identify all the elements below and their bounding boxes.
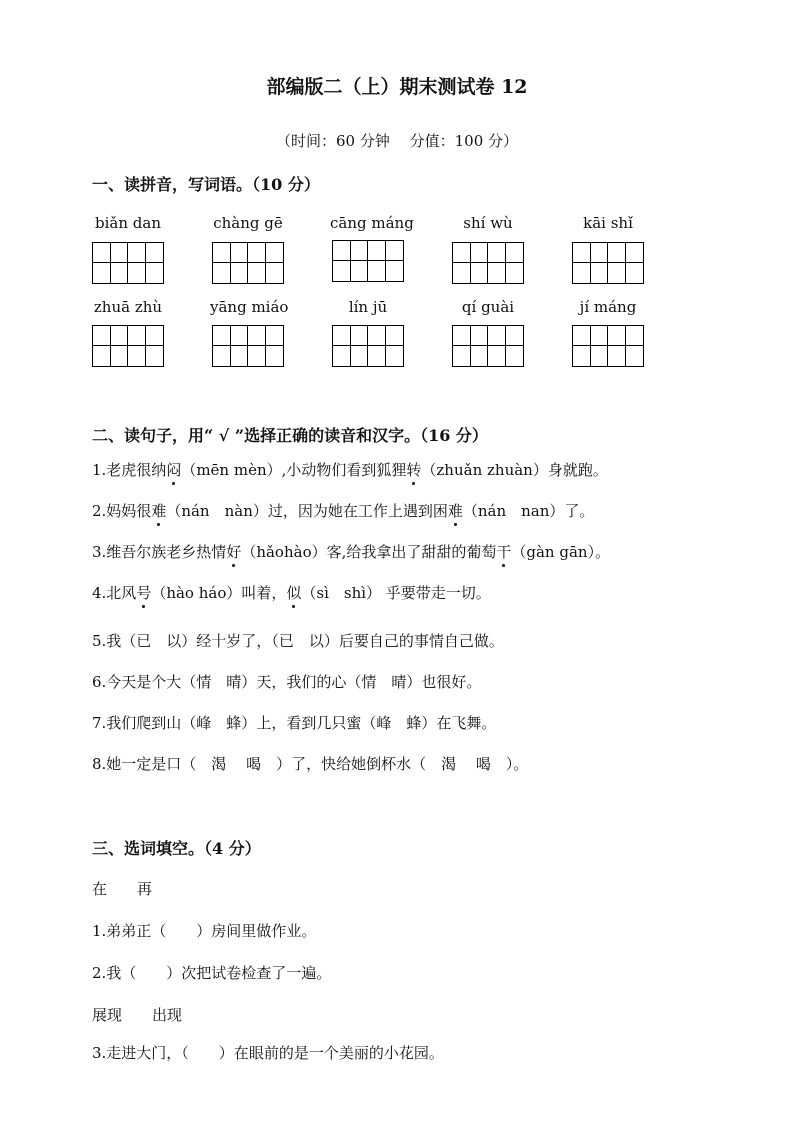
- writing-grid[interactable]: [212, 242, 284, 284]
- exam-info: （时间：60 分钟 分值：100 分）: [275, 132, 519, 150]
- pinyin-label: lín jū: [348, 298, 388, 316]
- writing-grid[interactable]: [452, 242, 524, 284]
- pinyin-label: kāi shǐ: [583, 214, 633, 232]
- pinyin-label: chàng gē: [213, 214, 283, 232]
- writing-grid[interactable]: [92, 242, 164, 284]
- pinyin-label: shí wù: [463, 214, 513, 232]
- question-line: 8.她一定是口（ 渴 喝 ）了，快给她倒杯水（ 渴 喝 ）。: [92, 755, 529, 773]
- pinyin-label: zhuā zhù: [93, 298, 163, 316]
- question-line: 2.妈妈很难（nán nàn）过，因为她在工作上遇到困难（nán nan）了。: [92, 502, 595, 520]
- writing-grid[interactable]: [332, 325, 404, 367]
- question-line: 2.我（ ）次把试卷检查了一遍。: [92, 964, 332, 982]
- writing-grid[interactable]: [572, 325, 644, 367]
- question-line: 1.老虎很纳闷（mēn mèn）,小动物们看到狐狸转（zhuǎn zhuàn）身就跑。: [92, 461, 608, 479]
- pinyin-label: qí guài: [461, 298, 515, 316]
- dotted-char: 难: [447, 502, 463, 520]
- dotted-char: 号: [136, 584, 152, 602]
- section-1-heading: 一、读拼音，写词语。（10 分）: [92, 175, 320, 194]
- question-line: 4.北风号（hào háo）叫着，似（sì shì） 乎要带走一切。: [92, 584, 491, 602]
- section-3-heading: 三、选词填空。（4 分）: [92, 839, 261, 858]
- writing-grid[interactable]: [572, 242, 644, 284]
- section-2-heading: 二、读句子，用“ √ ”选择正确的读音和汉字。（16 分）: [92, 426, 488, 445]
- question-line: 3.走进大门，（ ）在眼前的是一个美丽的小花园。: [92, 1044, 444, 1062]
- dotted-char: 难: [151, 502, 167, 520]
- dotted-char: 闷: [166, 461, 182, 479]
- writing-grid[interactable]: [92, 325, 164, 367]
- pinyin-label: cāng máng: [330, 214, 414, 232]
- question-line: 1.弟弟正（ ）房间里做作业。: [92, 922, 317, 940]
- writing-grid[interactable]: [452, 325, 524, 367]
- dotted-char: 好: [226, 543, 242, 561]
- pinyin-label: biǎn dan: [95, 214, 161, 232]
- question-line: 5.我（已 以）经十岁了，（已 以）后要自己的事情自己做。: [92, 632, 504, 650]
- pinyin-label: yāng miáo: [210, 298, 289, 316]
- word-choices: 在 再: [92, 880, 153, 898]
- question-line: 7.我们爬到山（峰 蜂）上，看到几只蜜（峰 蜂）在飞舞。: [92, 714, 497, 732]
- writing-grid[interactable]: [332, 240, 404, 282]
- pinyin-label: jí máng: [579, 298, 637, 316]
- word-choices: 展现 出现: [92, 1006, 183, 1024]
- writing-grid[interactable]: [212, 325, 284, 367]
- dotted-char: 转: [406, 461, 422, 479]
- question-line: 6.今天是个大（情 晴）天，我们的心（情 晴）也很好。: [92, 673, 482, 691]
- dotted-char: 似: [286, 584, 302, 602]
- page-title: 部编版二（上）期末测试卷 12: [266, 76, 528, 98]
- dotted-char: 干: [496, 543, 512, 561]
- question-line: 3.维吾尔族老乡热情好（hǎohào）客,给我拿出了甜甜的葡萄干（gàn gān）。: [92, 543, 611, 561]
